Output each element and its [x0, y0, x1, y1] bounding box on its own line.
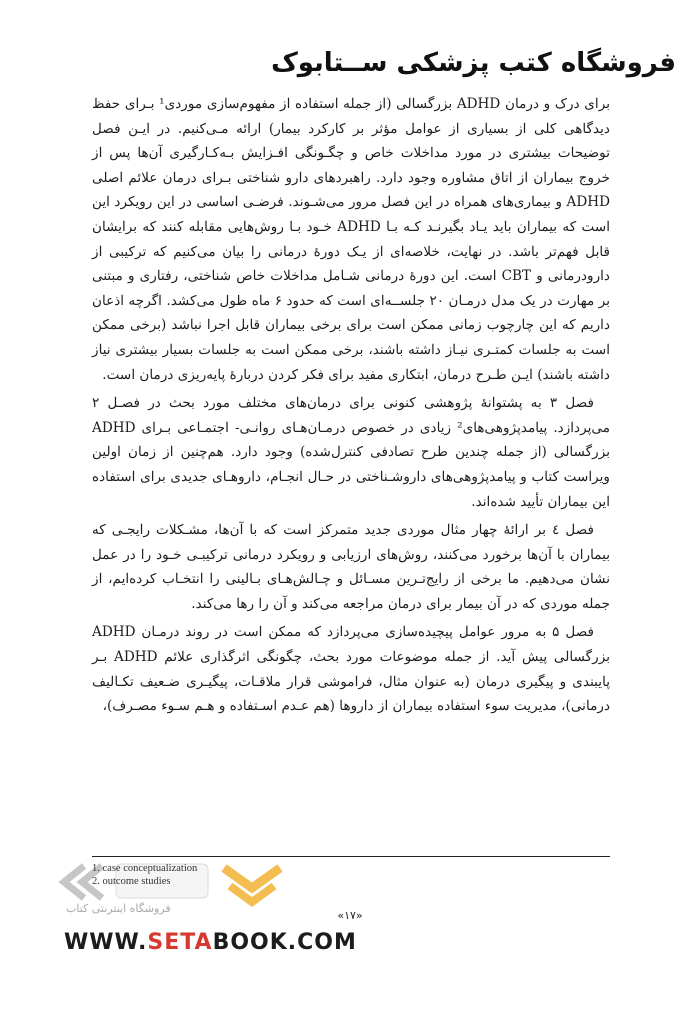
site-url-prefix: WWW.: [64, 930, 148, 955]
logo-caption: فروشگاه اینترنتی کتاب: [66, 902, 171, 915]
paragraph-2: فصل ۳ به پشتوانهٔ پژوهشی کنونی برای درمان‌های مختلف مورد بحث در فصـل ۲ می‌پردازد. پیامدپژوهی‌های² زیادی در خصوص درمـان‌هـای روانـی- اجتمـاعی بـرای ADHD بزرگسالی (از جمله چندین طرح تصادفی کنترل‌شده) وجود دارد. هم‌چنین از زمان اولین ویراست کتاب و پیامدپژوهی‌های داروشـناختی در حـال انجـام، داروهـای جدیدی برای استفاده این بیماران تأیید شده‌اند.: [92, 395, 610, 510]
body-text: [92, 92, 610, 723]
site-url-suffix: BOOK.COM: [212, 930, 357, 955]
paragraph-4: فصل ۵ به مرور عوامل پیچیده‌سازی می‌پردازد که ممکن است در روند درمـان ADHD بزرگسالی پیش آید. از جمله موضوعات مورد بحث، چگونگی اثرگذاری علائم ADHD بـر پایبندی و پیگیری درمان (به عنوان مثال، فراموشی قرار ملاقـات، پیگیـری ضـعیف تکـالیف درمانی)، مدیریت سوء استفاده بیماران از داروها (هم عـدم اسـتفاده و هـم سـوء مصـرف)،: [92, 624, 610, 715]
footnote-divider: [92, 856, 610, 857]
store-title: فروشگاه کتب پزشکی ســتابوک: [271, 48, 676, 78]
paragraph-3: فصل ٤ بر ارائهٔ چهار مثال موردی جدید متمرکز است که با آن‌ها، مشـکلات رایجـی که بیماران با آن‌ها برخورد می‌کنند، روش‌های ارزیابی و رویکرد درمانی ترکیبـی خـود را در عمل نشان می‌دهیم. ما برخی از رایج‌تـرین مسـائل و چـالش‌هـای بـالینی را انتخـاب کرده‌ایم، از جمله موردی که در آن بیمار برای درمان مراجعه می‌کند و آن را رها می‌کند.: [92, 522, 610, 612]
page-number: «۱۷»: [337, 909, 363, 922]
footnotes: [92, 862, 242, 888]
footnote-1: 1. case conceptualization: [92, 863, 198, 874]
paragraph-1: برای درک و درمان ADHD بزرگسالی (از جمله استفاده از مفهوم‌سازی موردی¹ بـرای حفظ دیدگاهی کلی از بسیاری از عوامل مؤثر بر کارکرد بیمار) ارائه مـی‌کنیم. در ایـن فصل توضیحات بیشتری در مورد مداخلات خاص و چگـونگی افـزایش بـه‌کـارگیری آن‌ها پس از خروج بیماران از اتاق مشاوره وجود دارد. راهبردهای دارو شناختی بـرای درمان علائم اصلی ADHD و بیماری‌های همراه در این فصل مرور می‌شـوند. فرضـی اساسی در این رویکرد این است که بیماران باید یـاد بگیرنـد کـه بـا ADHD خـود بـا روش‌هایی مقابله کنند که برایشان قابل فهم‌تر باشد. در نهایت، خلاصه‌ای از یـک دورهٔ درمانی را بیان می‌کنیم که ترکیبی از دارودرمانی و CBT است. این دورهٔ درمانی شـامل مداخلات خاص شناختی، رفتاری و مبتنی بر مهارت در یک مدل درمـان ۲۰ جلســه‌ای است که حدود ۶ ماه طول می‌کشد. اگرچه اذعان داریم که این چارچوب زمانی ممکن است برای برخی بیماران قابل اجرا نباشد (برخی ممکن است به جلسات کمتـری نیـاز داشته باشند، برخی ممکن است به جلسات بسیار بیشتری نیاز داشته باشند) ایـن طـرح درمان، ابتکاری مفید برای فکر کردن دربارهٔ پایه‌ریزی درمان است.: [92, 96, 610, 383]
footnote-2: 2. outcome studies: [92, 876, 171, 887]
site-url-accent: SETA: [147, 930, 213, 955]
site-url[interactable]: [64, 930, 357, 955]
